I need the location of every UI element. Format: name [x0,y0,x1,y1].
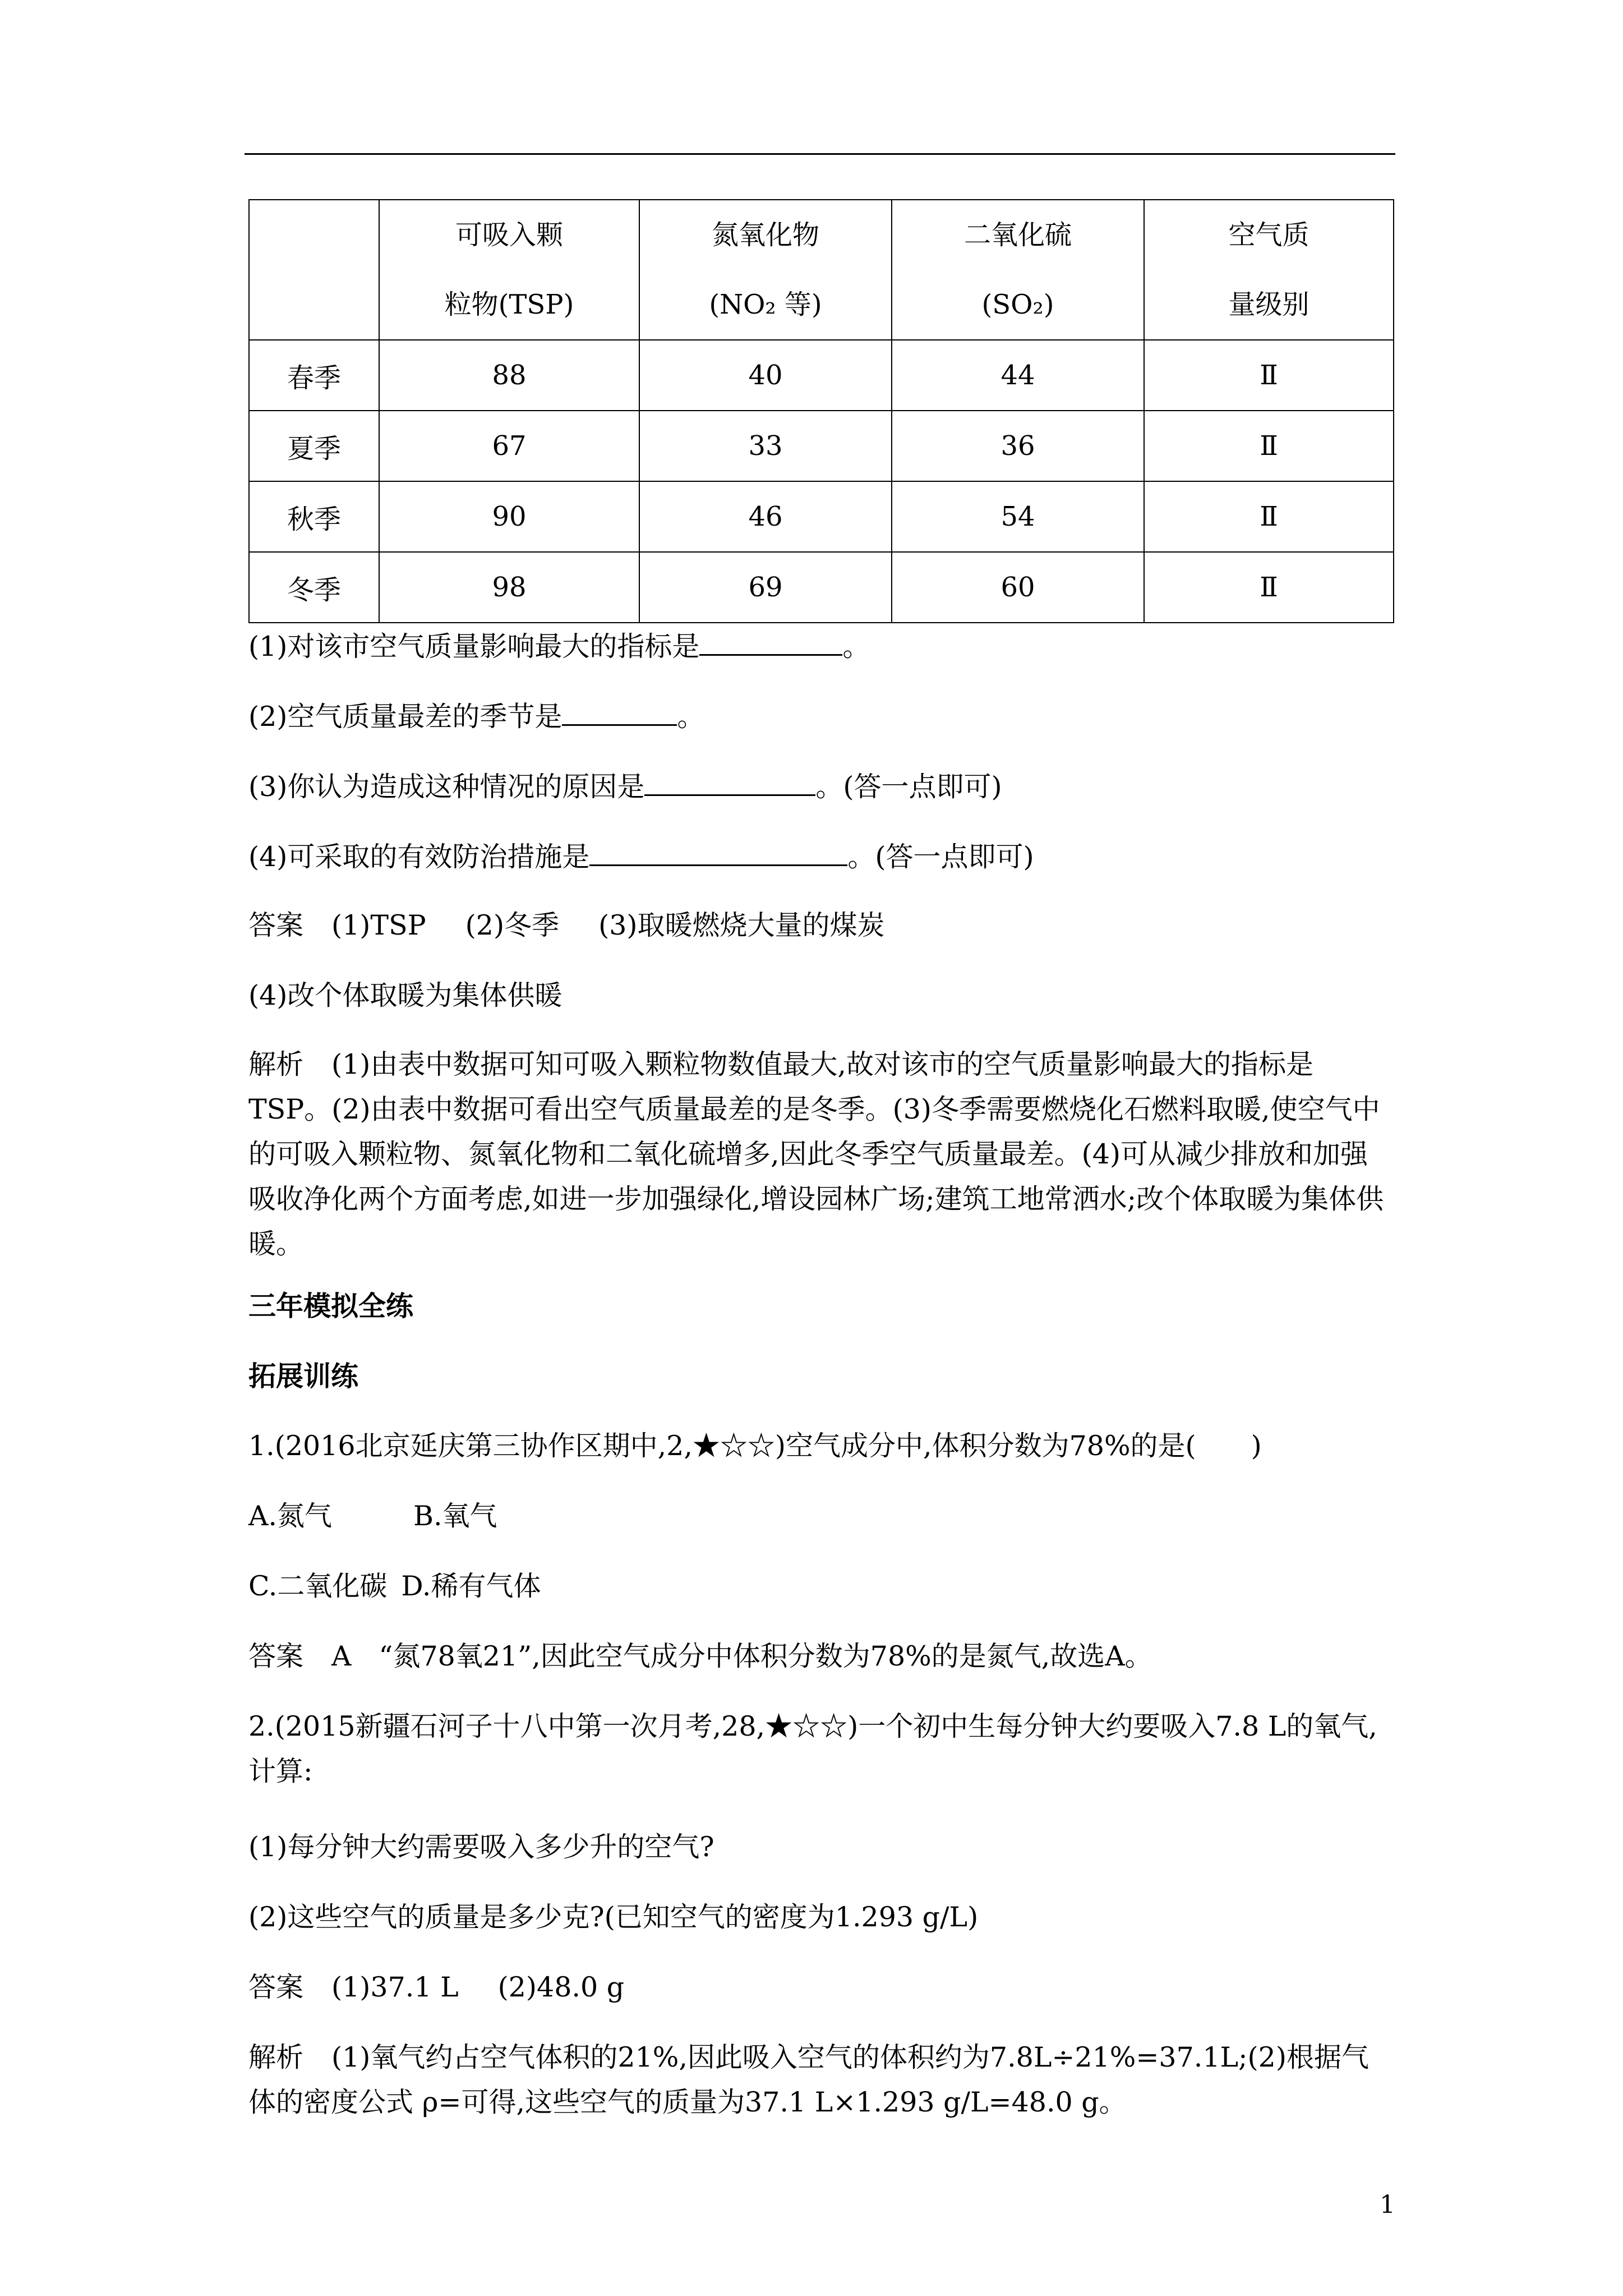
page-number: 1 [1380,2191,1395,2219]
table-header-cell: 氮氧化物 (NO₂ 等) [639,200,892,340]
table-header-row [249,200,1394,340]
answer-label: 答案 [248,1640,304,1672]
mc-question-stem: 1.(2016北京延庆第三协作区期中,2,★☆☆)空气成分中,体积分数为78%的是( ) [248,1430,1262,1462]
table-header-cell [249,200,379,340]
table-cell: 54 [892,481,1144,552]
mc-options-row-2 [248,1570,1393,1603]
table-header-cell: 空气质 量级别 [1144,200,1394,340]
subsection-title: 拓展训练 [248,1360,359,1392]
table-cell: 40 [639,340,892,411]
calc-question-stem: 2.(2015新疆石河子十八中第一次月考,28,★☆☆)一个初中生每分钟大约要吸入7.8 L的氧气,计算: [248,1710,1377,1787]
option-c: C.二氧化碳 [248,1570,388,1602]
answer-label: 答案 [248,909,304,941]
table-cell: 46 [639,481,892,552]
table-cell: 33 [639,411,892,481]
option-d: D.稀有气体 [401,1570,541,1602]
table-row [249,481,1394,552]
table-header-cell: 可吸入颗 粒物(TSP) [379,200,639,340]
table-cell: Ⅱ [1144,411,1394,481]
table-cell: 夏季 [249,411,379,481]
section-title: 三年模拟全练 [248,1290,414,1322]
question-3: (3)你认为造成这种情况的原因是 。(答一点即可) [248,769,1393,804]
mc-answer: 答案 A “氮78氧21”,因此空气成分中体积分数为78%的是氮气,故选A。 [248,1640,1152,1672]
table-cell: 60 [892,552,1144,623]
calc-subquestion-1: (1)每分钟大约需要吸入多少升的空气? [248,1831,714,1863]
answer-blank [562,698,677,726]
table-cell: 44 [892,340,1144,411]
analysis-paragraph: 解析 (1)由表中数据可知可吸入颗粒物数值最大,故对该市的空气质量影响最大的指标是TSP。(2)由表中数据可看出空气质量最差的是冬季。(3)冬季需要燃烧化石燃料取暖,使空气中的可吸入颗粒物、氮氧化物和二氧化硫增多,因此冬季空气质量最差。(4)可从减少排放和加强吸收净化两个方面考虑,如进一步加强绿化,增设园林广场;建筑工地常洒水;改个体取暖为集体供暖。 [248,1048,1384,1260]
table-cell: Ⅱ [1144,340,1394,411]
answer-line-2: (4)改个体取暖为集体供暖 [248,979,562,1011]
calc-answer: 答案 (1)37.1 L (2)48.0 g [248,1971,625,2003]
calc-subquestion-2: (2)这些空气的质量是多少克?(已知空气的密度为1.293 g/L) [248,1901,979,1933]
analysis-label: 解析 [248,2041,304,2073]
table-cell: 秋季 [249,481,379,552]
calc-analysis: 解析 (1)氧气约占空气体积的21%,因此吸入空气的体积约为7.8L÷21%=37.1L;(2)根据气体的密度公式 ρ=可得,这些空气的质量为37.1 L×1.293 g/L=48.0 g。 [248,2041,1369,2118]
question-2: (2)空气质量最差的季节是 。 [248,698,1393,734]
option-a: A.氮气 [248,1500,332,1532]
answer-blank [644,769,815,796]
answer-line: 答案 (1)TSP (2)冬季 (3)取暖燃烧大量的煤炭 [248,909,885,941]
question-1: (1)对该市空气质量影响最大的指标是 。 [248,628,1393,664]
question-4: (4)可采取的有效防治措施是 。(答一点即可) [248,839,1393,874]
table-cell: 67 [379,411,639,481]
answer-blank [589,839,847,866]
table-row [249,552,1394,623]
table-cell: 36 [892,411,1144,481]
table-cell: Ⅱ [1144,552,1394,623]
table-cell: 春季 [249,340,379,411]
option-b: B.氧气 [413,1500,497,1532]
table-header-cell: 二氧化硫 (SO₂) [892,200,1144,340]
table-cell: 98 [379,552,639,623]
analysis-label: 解析 [248,1048,304,1080]
table-cell: 冬季 [249,552,379,623]
mc-options-row-1 [248,1499,1393,1533]
air-quality-table [248,199,1394,623]
header-rule [245,153,1395,155]
table-cell: Ⅱ [1144,481,1394,552]
table-row [249,340,1394,411]
table-cell: 88 [379,340,639,411]
table-cell: 90 [379,481,639,552]
answer-label: 答案 [248,1971,304,2003]
table-row [249,411,1394,481]
answer-blank [699,628,842,656]
table-cell: 69 [639,552,892,623]
